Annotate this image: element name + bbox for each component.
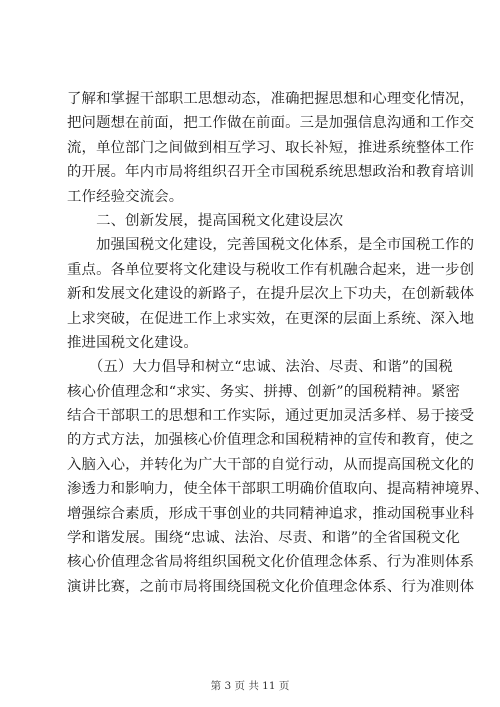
text-line: 上求突破，在促进工作上求实效，在更深的层面上系统、深入地 [67, 310, 475, 327]
text-line: 核心价值理念省局将组织国税文化价值理念体系、行为准则体系 [67, 554, 475, 571]
section-heading: 二、创新发展，提高国税文化建设层次 [67, 212, 344, 229]
text-line: 增强综合素质，形成干事创业的共同精神追求，推动国税事业科 [67, 505, 475, 522]
text-line: 加强国税文化建设，完善国税文化体系，是全市国税工作的 [67, 237, 475, 254]
text-line: （五）大力倡导和树立“忠诚、法治、尽责、和谐”的国税 [67, 359, 453, 376]
text-line: 学和谐发展。围绕“忠诚、法治、尽责、和谐”的全省国税文化 [67, 530, 461, 547]
page-footer: 第 3 页 共 11 页 [210, 680, 290, 692]
text-line: 的方式方法，加强核心价值理念和国税精神的宣传和教育，使之 [67, 432, 475, 449]
text-line: 了解和掌握干部职工思想动态，准确把握思想和心理变化情况， [67, 91, 475, 107]
text-line: 重点。各单位要将文化建设与税收工作有机融合起来，进一步创 [67, 261, 475, 278]
text-line: 推进国税文化建设。 [67, 334, 198, 351]
text-line: 把问题想在前面，把工作做在前面。三是加强信息沟通和工作交 [67, 115, 475, 132]
text-line: 演讲比赛，之前市局将围绕国税文化价值理念体系、行为准则体 [67, 578, 475, 595]
text-line: 新和发展文化建设的新路子，在提升层次上下功夫，在创新载体 [67, 286, 475, 303]
text-line: 流，单位部门之间做到相互学习、取长补短，推进系统整体工作 [67, 139, 475, 156]
text-line: 的开展。年内市局将组织召开全市国税系统思想政治和教育培训 [67, 164, 475, 181]
text-line: 结合干部职工的思想和工作实际，通过更加灵活多样、易于接受 [67, 408, 475, 425]
text-line: 渗透力和影响力，使全体干部职工明确价值取向、提高精神境界、 [67, 481, 489, 498]
document-body [67, 87, 489, 599]
text-line: 工作经验交流会。 [67, 188, 184, 205]
text-line: 入脑入心，并转化为广大干部的自觉行动，从而提高国税文化的 [67, 456, 475, 473]
text-line: 核心价值理念和“求实、务实、拼搏、创新”的国税精神。紧密 [67, 383, 461, 400]
